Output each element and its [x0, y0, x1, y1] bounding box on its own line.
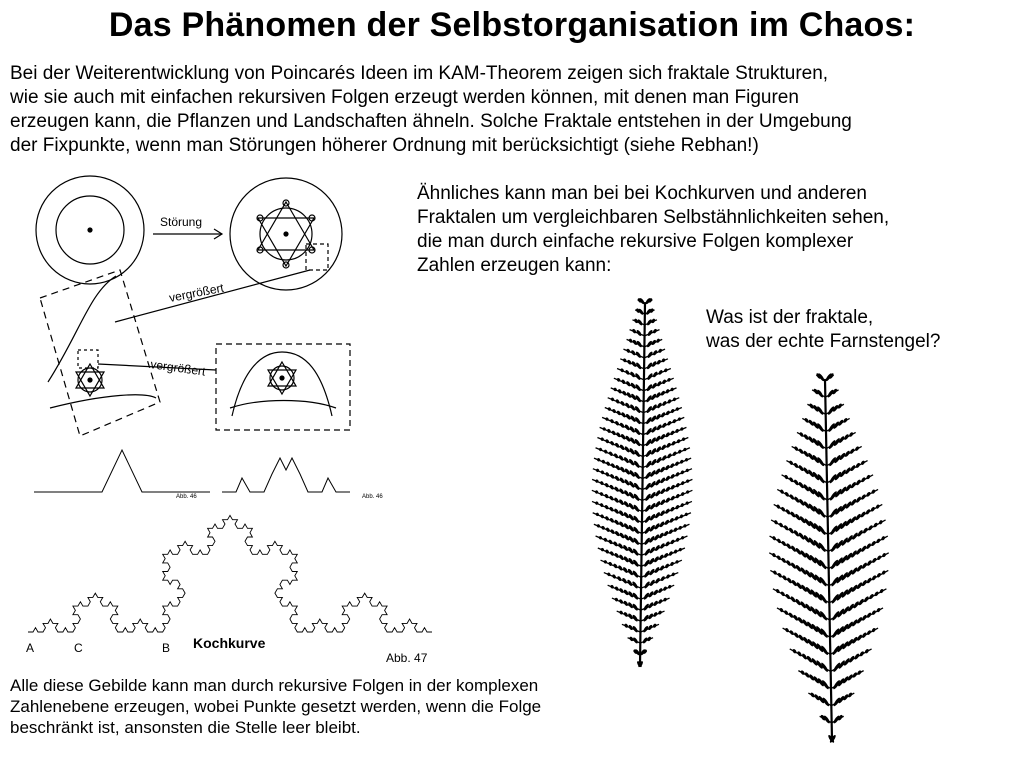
label-b: B	[162, 641, 171, 655]
label-vergroessert-2: vergrößert	[149, 357, 207, 379]
abb-46-left: Abb. 46	[176, 494, 197, 500]
magnified-region-1	[40, 270, 160, 436]
label-c: C	[74, 641, 83, 655]
koch-paragraph	[417, 182, 889, 278]
label-vergroessert-1: vergrößert	[167, 280, 225, 305]
fern-question-line: Was ist der fraktale,	[706, 307, 874, 328]
intro-line: der Fixpunkte, wenn man Störungen höherer Ordnung mit berücksichtigt (siehe Rebhan!)	[10, 135, 759, 156]
label-stoerung: Störung	[160, 215, 203, 229]
koch-figure	[20, 440, 440, 665]
fern-figure	[540, 295, 970, 745]
magnified-region-2	[216, 344, 350, 430]
unperturbed-orbits	[36, 176, 144, 284]
koch-step-2	[222, 458, 350, 492]
footer-line: beschränkt ist, ansonsten die Stelle leer bleibt.	[10, 718, 361, 737]
label-a: A	[26, 641, 35, 655]
intro-line: wie sie auch mit einfachen rekursiven Folgen erzeugt werden können, mit denen man Figuren	[10, 87, 799, 108]
footer-line: Zahlenebene erzeugen, wobei Punkte gesetzt werden, wenn die Folge	[10, 697, 542, 716]
footer-paragraph	[10, 675, 541, 738]
intro-line: Bei der Weiterentwicklung von Poincarés Ideen im KAM-Theorem zeigen sich fraktale Strukturen,	[10, 63, 829, 84]
abb-46-right: Abb. 46	[362, 494, 383, 500]
kam-figure	[10, 172, 390, 442]
koch-caption: Kochkurve	[193, 635, 266, 651]
koch-paragraph-line: die man durch einfache rekursive Folgen komplexer	[417, 231, 854, 252]
real-fern-image	[592, 297, 693, 668]
perturbed-orbits	[230, 178, 342, 290]
koch-paragraph-line: Ähnliches kann man bei bei Kochkurven und anderen	[417, 183, 867, 204]
intro-paragraph	[10, 62, 1020, 158]
footer-line: Alle diese Gebilde kann man durch rekursive Folgen in der komplexen	[10, 676, 539, 695]
koch-curve	[28, 515, 432, 632]
intro-line: erzeugen kann, die Pflanzen und Landschaften ähneln. Solche Fraktale entstehen in der Umgebung	[10, 111, 852, 132]
koch-step-1	[34, 450, 210, 492]
page-title: Das Phänomen der Selbstorganisation im Chaos:	[108, 6, 916, 44]
fern-question-line: was der echte Farnstengel?	[706, 331, 941, 352]
abb-47: Abb. 47	[386, 651, 428, 665]
koch-paragraph-line: Fraktalen um vergleichbaren Selbstähnlichkeiten sehen,	[417, 207, 890, 228]
fractal-fern-image	[769, 372, 888, 743]
koch-paragraph-line: Zahlen erzeugen kann:	[417, 255, 612, 276]
